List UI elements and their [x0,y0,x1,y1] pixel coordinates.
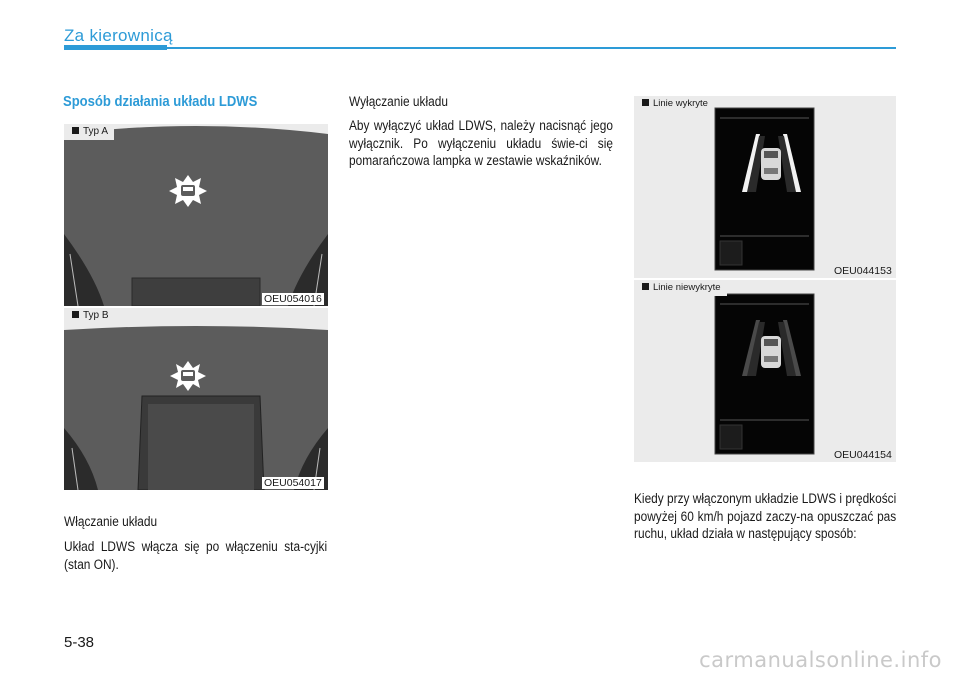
figure-typ-a [64,124,328,306]
section-title: Za kierownicą [64,26,173,45]
paragraph-enable: Układ LDWS włącza się po włączeniu sta-cyjki (stan ON). [64,539,328,572]
figure-code-d: OEU044154 [834,449,892,461]
section-heading: Sposób działania układu LDWS [63,94,258,110]
figure-code-b: OEU054017 [264,477,322,489]
cluster-typ-b-illustration [64,308,328,490]
header-rule [64,47,896,49]
page-number: 5-38 [64,634,95,651]
figure-tag: Linie niewykryte [634,280,727,296]
subheading-enable: Włączanie układu [64,514,158,529]
cluster-typ-a-illustration [64,124,328,306]
figure-tag: Typ A [64,124,114,140]
watermark: carmanualsonline.info [699,648,942,672]
figure-lines-detected [634,96,896,278]
car-icon [761,336,781,368]
lane-display-not-detected [634,280,896,462]
figure-tag: Linie wykryte [634,96,714,112]
figure-code-c: OEU044153 [834,265,892,277]
paragraph-operation: Kiedy przy włączonym układzie LDWS i prędkości powyżej 60 km/h pojazd zaczy-na opuszczać pas ruchu, układ działa w następujący sposób: [634,491,897,541]
figure-code-a: OEU054016 [264,293,322,305]
figure-tag: Typ B [64,308,115,324]
header-tab-marker [64,45,167,50]
figure-lines-not-detected [634,280,896,462]
subheading-disable: Wyłączanie układu [349,94,448,109]
lane-display-detected [634,96,896,278]
paragraph-disable: Aby wyłączyć układ LDWS, należy nacisnąć jego wyłącznik. Po wyłączeniu układu świe-ci się pomarańczowa lampka w zestawie wskaźników. [349,118,613,168]
figure-typ-b [64,308,328,490]
car-icon [761,148,781,180]
